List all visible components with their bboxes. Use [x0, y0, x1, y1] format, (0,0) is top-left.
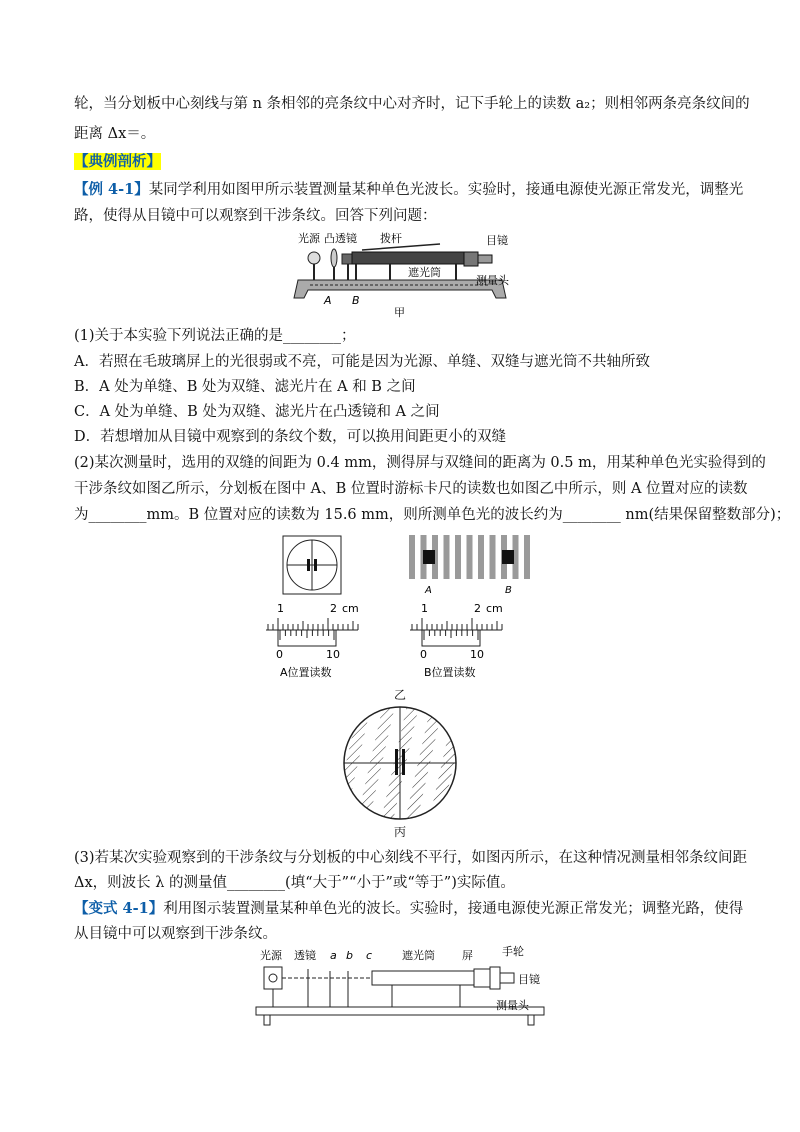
tilted-fringe-view [342, 705, 458, 821]
label-eyepiece: 目镜 [486, 234, 508, 247]
figure-caption: 乙 [393, 688, 406, 702]
position-label-b: B [505, 585, 512, 595]
main-scale-ticks [412, 618, 502, 630]
vernier-a [262, 600, 362, 680]
fringe-pattern [405, 535, 535, 595]
fringe [455, 535, 461, 579]
tick-label: 0 [276, 648, 283, 661]
tick-label: 1 [277, 602, 284, 615]
label-light-source: 光源 [260, 949, 282, 962]
label-head: 测量头 [476, 274, 509, 287]
variant-tag: 【变式 4-1】 [74, 900, 164, 917]
text-line: 轮，当分划板中心刻线与第 n 条相邻的亮条纹中心对齐时，记下手轮上的读数 a₂；则相邻两条亮条纹间的 [74, 96, 750, 112]
fringe [490, 535, 496, 579]
label-head: 测量头 [496, 999, 529, 1012]
tick-label: 2 [330, 602, 337, 615]
text-line: 从目镜中可以观察到干涉条纹。 [74, 926, 277, 942]
label-lever: 拨杆 [380, 232, 402, 245]
label-a: a [330, 949, 337, 962]
option-b: B．A 处为单缝、B 处为双缝、滤光片在 A 和 B 之间 [74, 379, 416, 395]
vernier-b [406, 600, 506, 680]
tick-label: 10 [470, 648, 484, 661]
question-3: (3)若某次实验观察到的干涉条纹与分划板的中心刻线不平行，如图丙所示，在这种情况测量相邻条纹间距 [74, 850, 748, 866]
text-line: 路，使得从目镜中可以观察到干涉条纹。回答下列问题： [74, 208, 437, 224]
apparatus-figure-variant [252, 945, 552, 1030]
tick-label: 10 [326, 648, 340, 661]
text-line: 距离 Δx＝。 [74, 126, 156, 142]
label-tube: 遮光筒 [402, 949, 435, 962]
vernier-ticks [424, 630, 478, 640]
text-line: 某同学利用如图甲所示装置测量某种单色光波长。实验时，接通电源使光源正常发光，调整光 [148, 182, 744, 198]
label-light-source: 光源 [298, 232, 320, 245]
fringe [467, 535, 473, 579]
label-convex-lens: 凸透镜 [324, 232, 357, 245]
position-label-a: A [425, 585, 432, 595]
label-b: b [346, 949, 353, 962]
tick-label: 1 [421, 602, 428, 615]
fringe [444, 535, 450, 579]
text-line: Δx，则波长 λ 的测量值________(填“大于”“小于”或“等于”)实际值。 [74, 875, 515, 891]
main-scale-ticks [268, 618, 358, 630]
option-a: A．若照在毛玻璃屏上的光很弱或不亮，可能是因为光源、单缝、双缝与遮光筒不共轴所致 [74, 354, 650, 370]
fringe [524, 535, 530, 579]
caption-a: A位置读数 [280, 666, 332, 679]
unit-label: cm [342, 602, 359, 615]
fringe [409, 535, 415, 579]
section-heading: 【典例剖析】 [74, 153, 161, 170]
example-tag: 【例 4-1】 [74, 181, 149, 198]
vernier-ticks [280, 630, 334, 640]
option-d: D．若想增加从目镜中观察到的条纹个数，可以换用间距更小的双缝 [74, 429, 507, 445]
unit-label: cm [486, 602, 503, 615]
option-c: C．A 处为单缝、B 处为双缝、滤光片在凸透镜和 A 之间 [74, 404, 440, 420]
label-eyepiece: 目镜 [518, 973, 540, 986]
apparatus-figure-jia [290, 228, 530, 318]
text-line: 为________mm。B 位置对应的读数为 15.6 mm，则所测单色光的波长约为________ nm(结果保留整数部分)； [74, 507, 791, 523]
label-c: c [366, 949, 373, 962]
label-wheel: 手轮 [502, 945, 524, 958]
figure-caption: 甲 [394, 306, 405, 318]
label-screen: 屏 [462, 949, 473, 962]
question-1: (1)关于本实验下列说法正确的是________； [74, 328, 356, 344]
figure-caption: 丙 [393, 825, 406, 839]
label-lens: 透镜 [294, 949, 316, 962]
question-2: (2)某次测量时，选用的双缝的间距为 0.4 mm，测得屏与双缝间的距离为 0.5 m，用某种单色光实验得到的 [74, 455, 766, 471]
label-tube: 遮光筒 [408, 266, 441, 279]
tick-label: 0 [420, 648, 427, 661]
label-a: A [324, 294, 332, 307]
text-line: 利用图示装置测量某种单色光的波长。实验时，接通电源使光源正常发光；调整光路，使得 [163, 901, 744, 917]
fringe [478, 535, 484, 579]
tick-label: 2 [474, 602, 481, 615]
label-b: B [352, 294, 360, 307]
reticle-view [282, 535, 342, 595]
text-line: 干涉条纹如图乙所示，分划板在图中 A、B 位置时游标卡尺的读数也如图乙中所示，则 A 位置对应的读数 [74, 481, 748, 497]
caption-b: B位置读数 [424, 666, 476, 679]
